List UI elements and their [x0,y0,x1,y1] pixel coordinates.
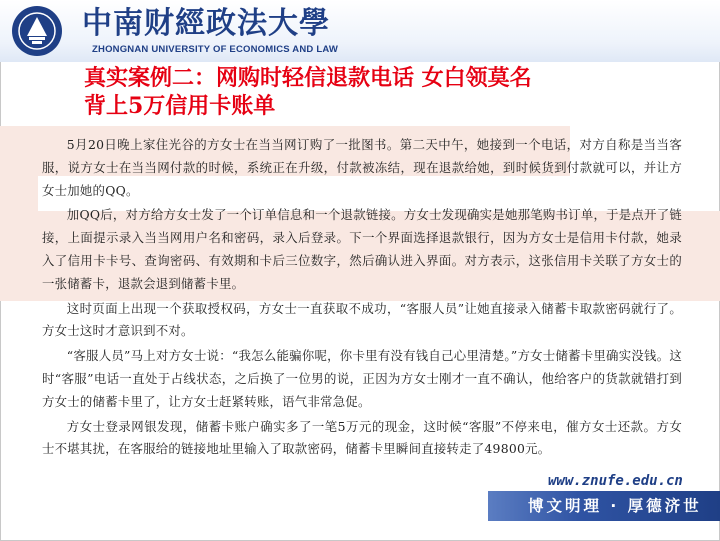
university-logo-en: ZHONGNAN UNIVERSITY OF ECONOMICS AND LAW [92,44,339,55]
story-paragraph-2: 加QQ后，对方给方女士发了一个订单信息和一个退款链接。方女士发现确实是她那笔购书订单，于是点开了链接，上面提示录入当当网用户名和密码，录入后登录。下一个界面选择退款银行，因为方女士是信用卡付款，她录入了信用卡卡号、查询密码、有效期和卡后三位数字，然后确认进入界面。对方表示，这张信用卡关联了方女士的一张储蓄卡，退款会退到储蓄卡里。 [42,207,682,291]
story-paragraph-1: 5月20日晚上家住光谷的方女士在当当网订购了一批图书。第二天中午，她接到一个电话，对方自称是当当客服，说方女士在当当网付款的时候，系统正在升级，付款被冻结，现在退款给她，到时候货到付款就可以，并让方女士加她的QQ。 [42,137,682,198]
highlight-block [0,176,38,211]
case-story [42,134,682,461]
header-band [0,0,720,62]
slide-title-line2: 背上5万信用卡账单 [84,93,276,119]
story-paragraph-3: 这时页面上出现一个获取授权码，方女士一直获取不成功，“客服人员”让她直接录入储蓄卡取款密码就行了。方女士这时才意识到不对。 [42,300,682,339]
story-paragraph-4: “客服人员”马上对方女士说：“我怎么能骗你呢，你卡里有没有钱自己心里清楚。”方女士储蓄卡里确实没钱。这时“客服”电话一直处于占线状态，之后换了一位男的说，正因为方女士刚才一直不确认，他给客户的货款就错打到方女士的储蓄卡里了，让方女士赶紧转账，语气非常急促。 [42,348,682,409]
university-url: www.znufe.edu.cn [548,473,683,489]
university-motto: 博文明理 · 厚德济世 [528,497,702,515]
university-seal-icon [12,6,62,56]
slide-title-line1: 真实案例二：网购时轻信退款电话 女白领莫名 [84,65,532,91]
university-logo-cn: 中南财經政法大學 [82,6,330,41]
story-paragraph-5: 方女士登录网银发现，储蓄卡账户确实多了一笔5万元的现金，这时候“客服”不停来电，催方女士还款。方女士不堪其扰，在客服给的链接地址里输入了取款密码，储蓄卡里瞬间直接转走了49800元。 [42,418,682,457]
slide-title [84,64,704,120]
